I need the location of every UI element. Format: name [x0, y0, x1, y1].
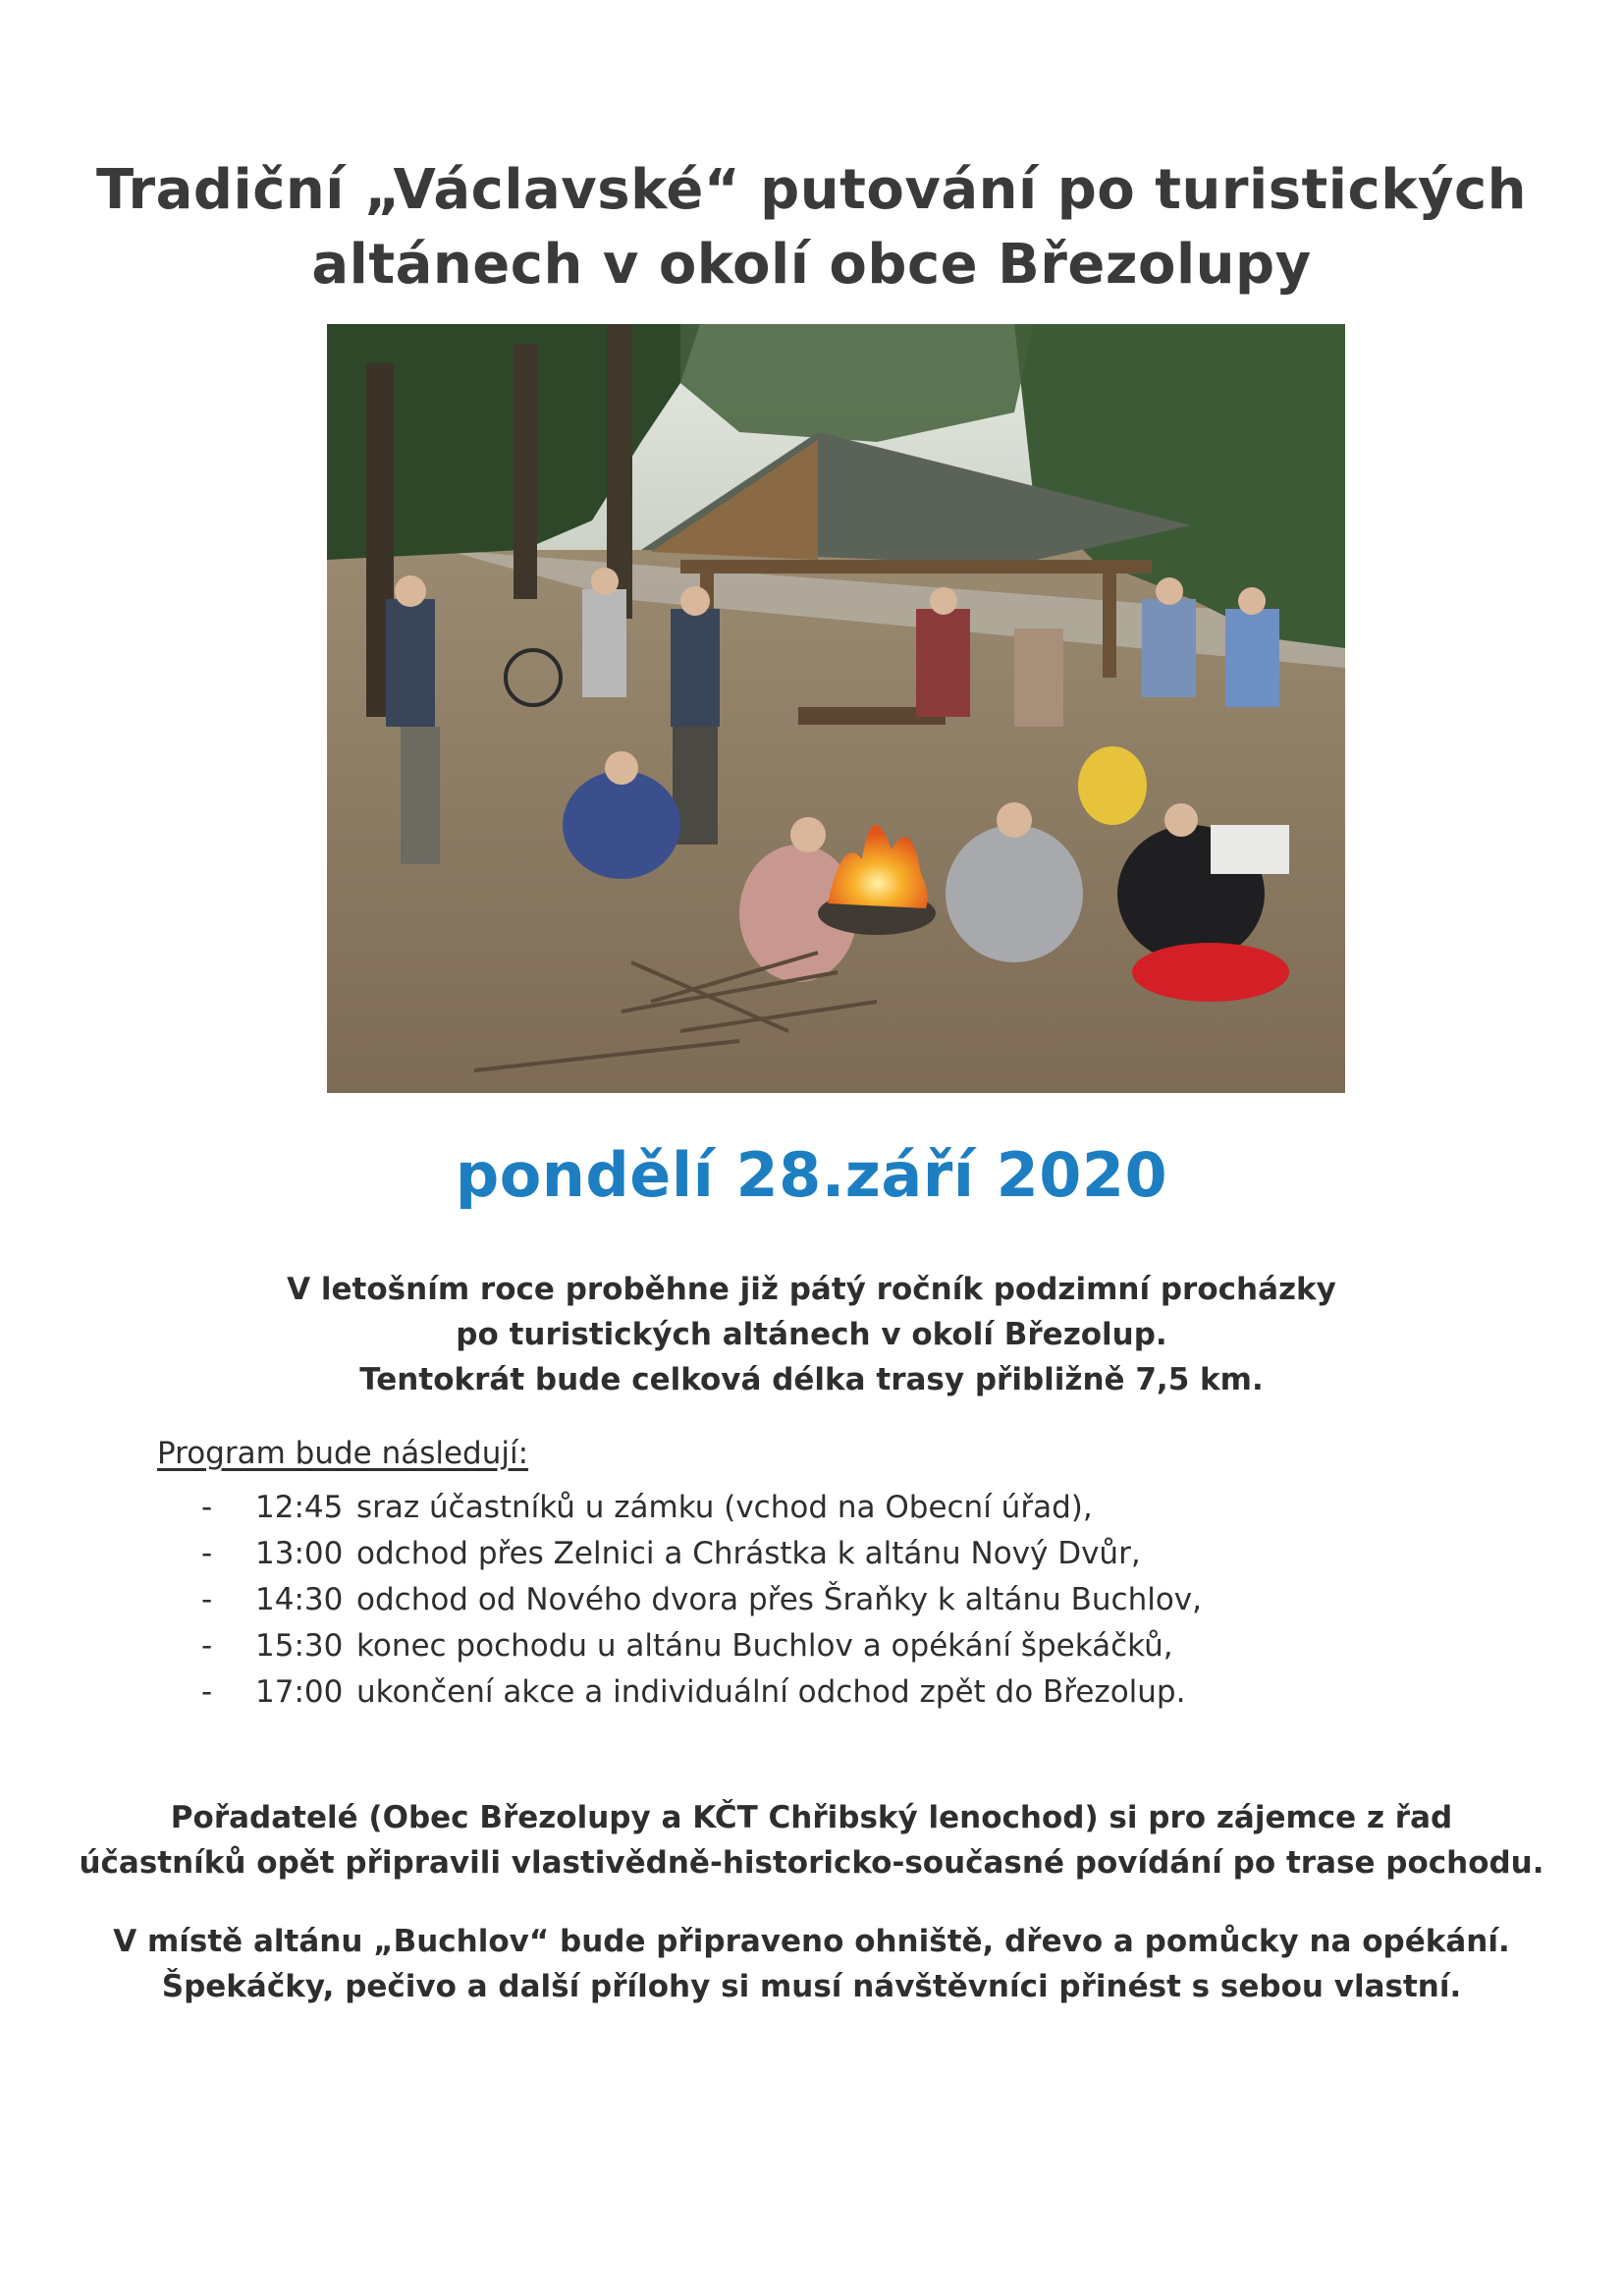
- title-line-1: Tradiční „Václavské“ putování po turistických: [95, 157, 1528, 222]
- campfire-photo: [327, 324, 1345, 1093]
- event-date: pondělí 28.září 2020: [455, 1139, 1168, 1211]
- intro-line-3: Tentokrát bude celková délka trasy přibližně 7,5 km.: [359, 1362, 1264, 1397]
- program-item: [201, 1623, 1202, 1669]
- intro-line-1: V letošním roce proběhne již pátý ročník podzimní procházky: [287, 1272, 1336, 1307]
- photo-tree-trunk-2: [514, 344, 537, 599]
- program-item-time: 12:45: [255, 1490, 344, 1525]
- program-item-text: sraz účastníků u zámku (vchod na Obecní úřad),: [356, 1490, 1093, 1525]
- program-item: [201, 1669, 1202, 1716]
- intro-paragraph: [0, 1267, 1623, 1402]
- photo-shelter-beam: [680, 560, 1152, 574]
- title-line-2: altánech v okolí obce Březolupy: [311, 232, 1312, 297]
- program-item-text: konec pochodu u altánu Buchlov a opékání špekáčků,: [356, 1628, 1173, 1664]
- poster-title: [0, 153, 1623, 302]
- photo-shelter-post-right: [1103, 570, 1116, 678]
- program-item-dash: -: [201, 1582, 213, 1617]
- program-item-text: odchod od Nového dvora přes Šraňky k altánu Buchlov,: [356, 1582, 1202, 1617]
- program-item-dash: -: [201, 1490, 213, 1525]
- info-paragraph: [0, 1919, 1623, 2009]
- program-item-text: odchod přes Zelnici a Chrástka k altánu Nový Dvůr,: [356, 1536, 1141, 1571]
- program-item: [201, 1485, 1202, 1531]
- program-list: [201, 1485, 1202, 1716]
- organizers-paragraph: [0, 1795, 1623, 1886]
- program-item-dash: -: [201, 1536, 213, 1571]
- organizers-line-1: Pořadatelé (Obec Březolupy a KČT Chřibský lenochod) si pro zájemce z řad: [170, 1800, 1453, 1835]
- program-item-dash: -: [201, 1674, 213, 1710]
- photo-white-bag: [1211, 825, 1289, 874]
- program-item: [201, 1531, 1202, 1577]
- program-item-time: 14:30: [255, 1582, 344, 1617]
- intro-line-2: po turistických altánech v okolí Březolup.: [456, 1317, 1167, 1352]
- organizers-line-2: účastníků opět připravili vlastivědně-historicko-současné povídání po trase pochodu.: [79, 1845, 1544, 1881]
- program-item-time: 13:00: [255, 1536, 344, 1571]
- program-item-time: 15:30: [255, 1628, 344, 1664]
- program-item-time: 17:00: [255, 1674, 344, 1710]
- info-line-2: Špekáčky, pečivo a další přílohy si musí návštěvníci přinést s sebou vlastní.: [161, 1969, 1462, 2004]
- program-item: [201, 1577, 1202, 1623]
- program-item-text: ukončení akce a individuální odchod zpět do Březolup.: [356, 1674, 1186, 1710]
- program-heading: Program bude následují:: [157, 1436, 529, 1471]
- program-item-dash: -: [201, 1628, 213, 1664]
- info-line-1: V místě altánu „Buchlov“ bude připraveno ohniště, dřevo a pomůcky na opékání.: [113, 1924, 1510, 1959]
